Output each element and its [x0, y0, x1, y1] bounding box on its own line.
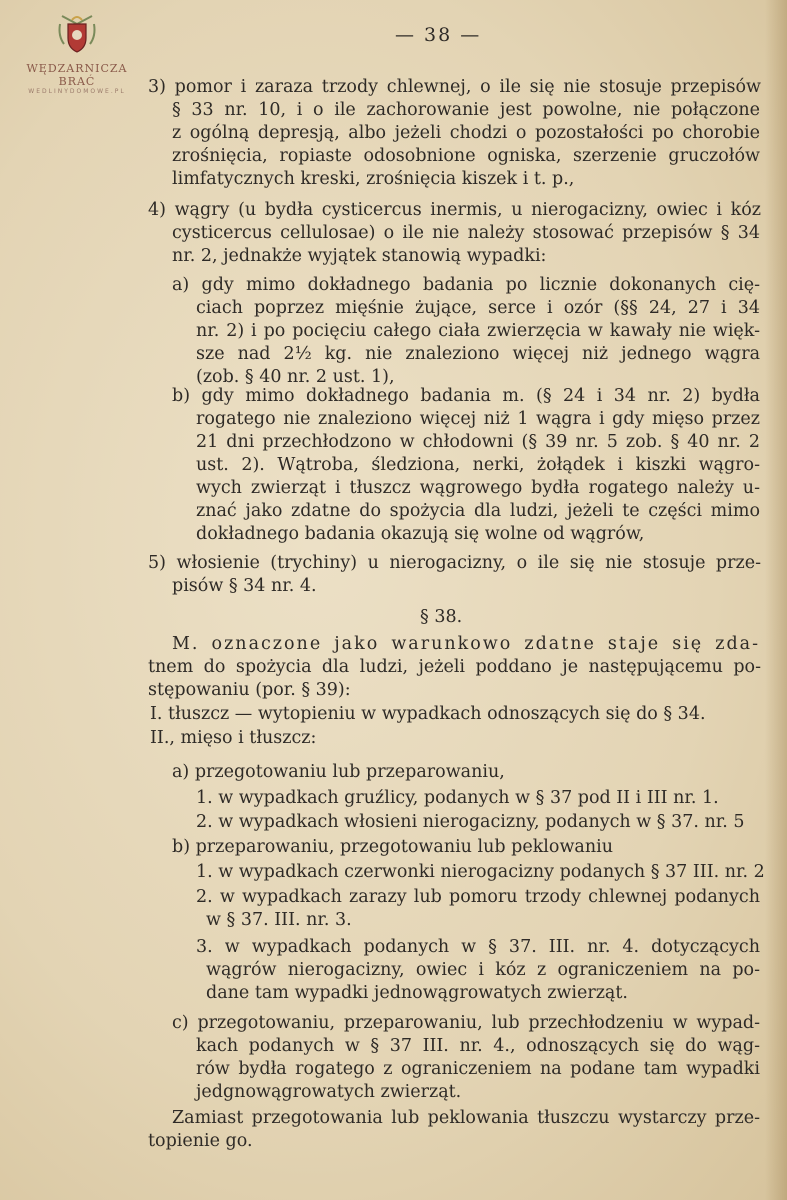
- text-line: zrośnięcia, ropiaste odosobnione ogniska, szerzenie gruczołów: [172, 146, 760, 166]
- section-heading: § 38.: [420, 607, 463, 627]
- text-line: jedgnowągrowatych zwierząt.: [196, 1082, 462, 1102]
- text-line: 21 dni przechłodzono w chłodowni (§ 39 nr. 5 zob. § 40 nr. 2: [196, 432, 760, 452]
- text-line: wych zwierząt i tłuszcz wągrowego bydła rogatego należy u-: [196, 478, 760, 498]
- text-line: 4) wągry (u bydła cysticercus inermis, u nierogacizny, owiec i kóz: [148, 200, 761, 220]
- text-line: 3. w wypadkach podanych w § 37. III. nr. 4. dotyczących: [196, 937, 760, 957]
- text-line: topienie go.: [148, 1131, 253, 1151]
- text-line: Zamiast przegotowania lub peklowania tłuszczu wystarczy prze-: [172, 1108, 760, 1128]
- text-line: c) przegotowaniu, przeparowaniu, lub przechłodzeniu w wypad-: [172, 1013, 760, 1033]
- text-line: b) gdy mimo dokładnego badania m. (§ 24 i 34 nr. 2) bydła: [172, 386, 760, 406]
- text-line: dane tam wypadki jednowągrowatych zwierząt.: [206, 983, 628, 1003]
- text-line: z ogólną depresją, albo jeżeli chodzi o pozostałości po chorobie: [172, 123, 760, 143]
- text-line: pisów § 34 nr. 4.: [172, 576, 317, 596]
- text-line: stępowaniu (por. § 39):: [148, 680, 351, 700]
- text-line: 5) włosienie (trychiny) u nierogacizny, o ile się nie stosuje prze-: [148, 553, 761, 573]
- text-line: 1. w wypadkach gruźlicy, podanych w § 37 pod II i III nr. 1.: [196, 788, 719, 808]
- text-line: ciach poprzez mięśnie żujące, serce i ozór (§§ 24, 27 i 34: [196, 298, 760, 318]
- text-line: 2. w wypadkach zarazy lub pomoru trzody chlewnej podanych: [196, 887, 760, 907]
- text-line: a) przegotowaniu lub przeparowaniu,: [172, 762, 505, 782]
- text-line: (zob. § 40 nr. 2 ust. 1),: [196, 367, 395, 387]
- text-line: nr. 2) i po pocięciu całego ciała zwierzęcia w kawały nie więk-: [196, 321, 760, 341]
- logo-subtitle: WEDLINYDOMOWE.PL: [28, 88, 126, 95]
- text-line: 3) pomor i zaraza trzody chlewnej, o ile się nie stosuje przepisów: [148, 77, 761, 97]
- text-line: § 33 nr. 10, i o ile zachorowanie jest powolne, nie połączone: [172, 100, 760, 120]
- text-line: limfatycznych kreski, zrośnięcia kiszek i t. p.,: [172, 169, 575, 189]
- text-line: dokładnego badania okazują się wolne od wągrów,: [196, 524, 645, 544]
- text-line: cysticercus cellulosae) o ile nie należy stosować przepisów § 34: [172, 223, 760, 243]
- text-line: rów bydła rogatego z ograniczeniem na podane tam wypadki: [196, 1059, 760, 1079]
- page-number: — 38 —: [395, 24, 482, 46]
- page-edge-shadow: [765, 0, 787, 1200]
- text-line: w § 37. III. nr. 3.: [206, 910, 352, 930]
- text-line: sze nad 2½ kg. nie znaleziono więcej niż jednego wągra: [196, 344, 760, 364]
- text-line: 2. w wypadkach włosieni nierogacizny, podanych w § 37. nr. 5: [196, 812, 745, 832]
- text-line: M. oznaczone jako warunkowo zdatne staje się zda-: [172, 634, 760, 654]
- text-line: b) przeparowaniu, przegotowaniu lub peklowaniu: [172, 837, 613, 857]
- text-line: kach podanych w § 37 III. nr. 4., odnoszących się do wąg-: [196, 1036, 760, 1056]
- logo-name: WĘDZARNICZA BRAĆ: [26, 62, 128, 88]
- text-line: nr. 2, jednakże wyjątek stanowią wypadki:: [172, 246, 547, 266]
- crest-icon: [54, 10, 100, 56]
- text-line: wągrów nierogacizny, owiec i kóz z ograniczeniem na po-: [206, 960, 760, 980]
- text-line: tnem do spożycia dla ludzi, jeżeli poddano je następującemu po-: [148, 657, 761, 677]
- text-line: ust. 2). Wątroba, śledziona, nerki, żołądek i kiszki wągro-: [196, 455, 760, 475]
- text-line: I. tłuszcz — wytopieniu w wypadkach odnoszących się do § 34.: [150, 704, 706, 724]
- text-line: II., mięso i tłuszcz:: [150, 728, 317, 748]
- text-line: rogatego nie znaleziono więcej niż 1 wągra i gdy mięso przez: [196, 409, 760, 429]
- text-line: 1. w wypadkach czerwonki nierogacizny podanych § 37 III. nr. 2: [196, 862, 765, 882]
- text-line: znać jako zdatne do spożycia dla ludzi, jeżeli te części mimo: [196, 501, 760, 521]
- text-line: a) gdy mimo dokładnego badania po licznie dokonanych cię-: [172, 275, 760, 295]
- watermark-logo: [12, 10, 142, 95]
